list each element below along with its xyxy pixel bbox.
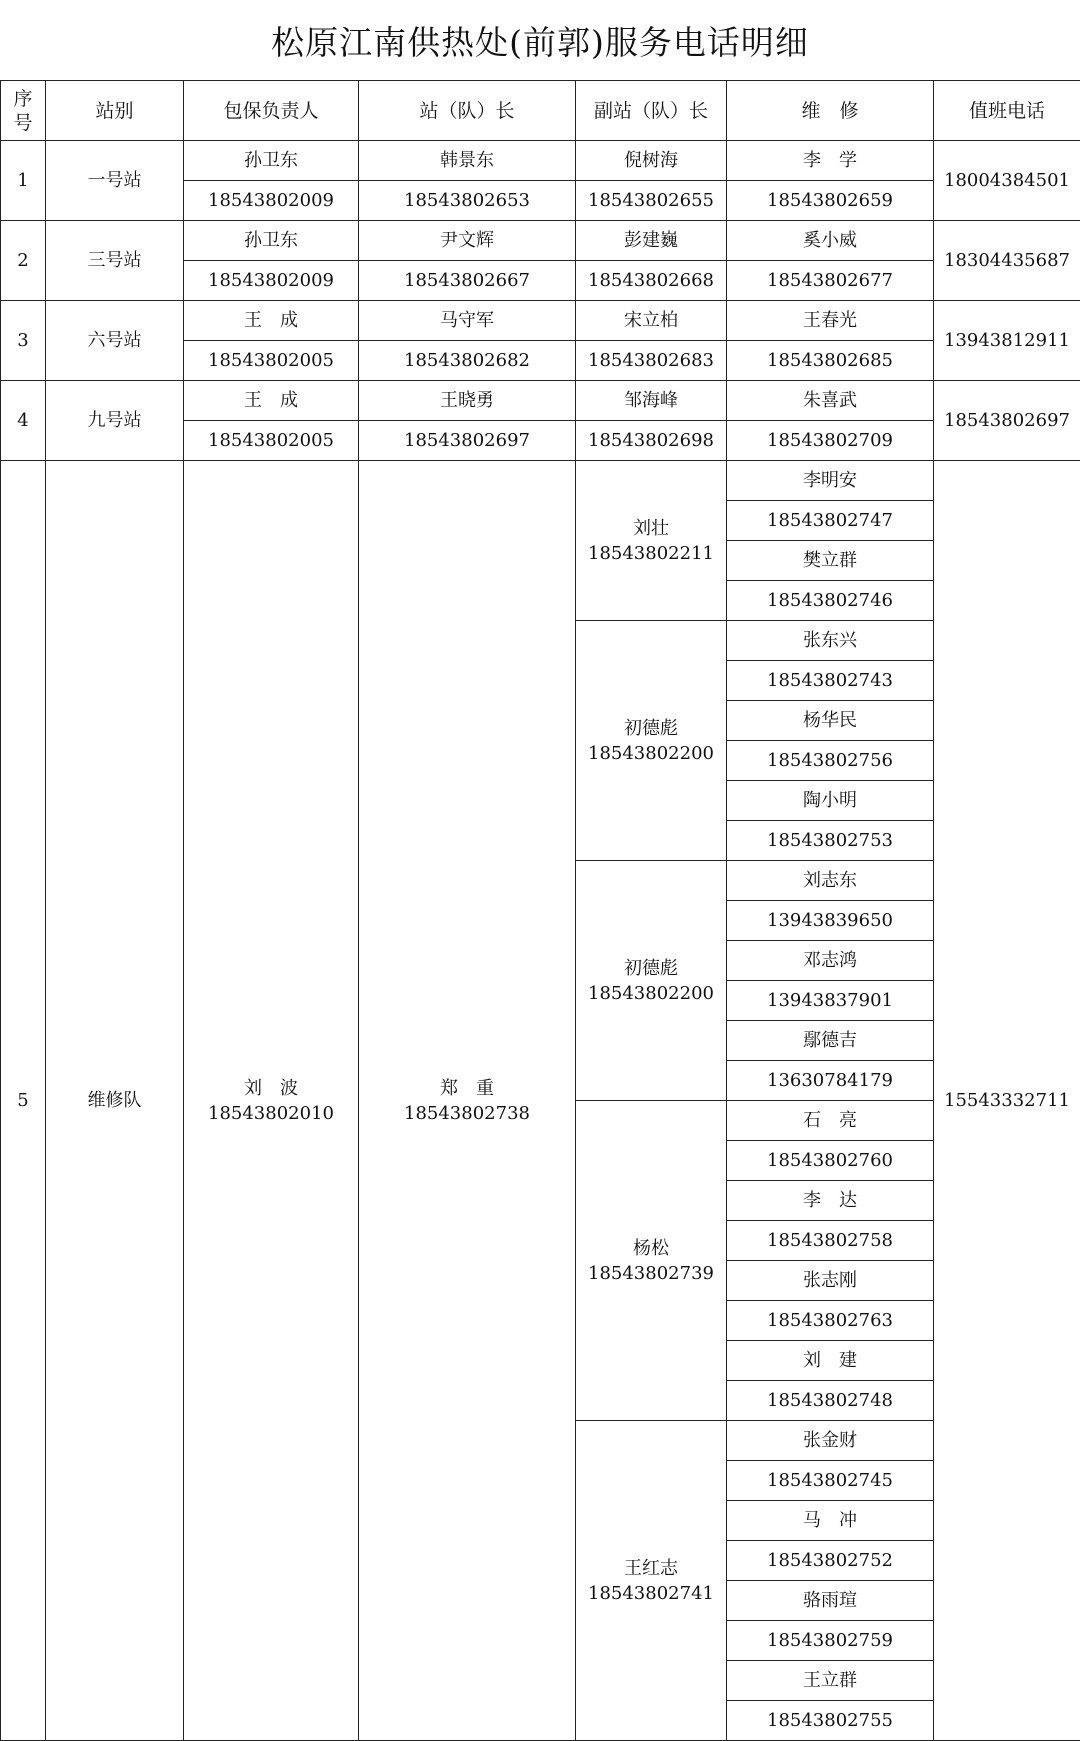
station-name: 九号站 <box>46 381 184 461</box>
repair-phone: 18543802659 <box>727 181 934 221</box>
header-duty-phone: 值班电话 <box>934 81 1080 141</box>
table-body <box>1 81 1080 1741</box>
repair-name: 石 亮 <box>727 1101 934 1141</box>
repair-name: 奚小威 <box>727 221 934 261</box>
baobao-name: 王 成 <box>184 301 359 341</box>
duty-phone: 15543332711 <box>934 461 1080 1741</box>
row-index: 2 <box>1 221 46 301</box>
baobao-contact: 刘 波 18543802010 <box>184 461 359 1741</box>
repair-phone: 18543802747 <box>727 501 934 541</box>
chief-contact: 郑 重 18543802738 <box>359 461 576 1741</box>
row-index: 4 <box>1 381 46 461</box>
chief-phone: 18543802667 <box>359 261 576 301</box>
deputy-phone: 18543802698 <box>576 421 727 461</box>
deputy-contact: 初德彪 18543802200 <box>576 621 727 861</box>
repair-name: 朱喜武 <box>727 381 934 421</box>
station-name: 维修队 <box>46 461 184 1741</box>
repair-name: 刘 建 <box>727 1341 934 1381</box>
repair-phone: 18543802760 <box>727 1141 934 1181</box>
baobao-phone: 18543802009 <box>184 261 359 301</box>
chief-phone: 18543802653 <box>359 181 576 221</box>
station-name: 六号站 <box>46 301 184 381</box>
header-baobao: 包保负责人 <box>184 81 359 141</box>
header-chief: 站（队）长 <box>359 81 576 141</box>
row-index: 3 <box>1 301 46 381</box>
repair-name: 马 冲 <box>727 1501 934 1541</box>
repair-phone: 13943837901 <box>727 981 934 1021</box>
header-deputy: 副站（队）长 <box>576 81 727 141</box>
repair-name: 邓志鸿 <box>727 941 934 981</box>
repair-name: 鄢德吉 <box>727 1021 934 1061</box>
repair-phone: 18543802746 <box>727 581 934 621</box>
repair-phone: 18543802755 <box>727 1701 934 1741</box>
baobao-name: 王 成 <box>184 381 359 421</box>
repair-name: 李 学 <box>727 141 934 181</box>
header-station: 站别 <box>46 81 184 141</box>
repair-phone: 18543802685 <box>727 341 934 381</box>
table-row <box>1 461 1080 501</box>
repair-phone: 18543802763 <box>727 1301 934 1341</box>
chief-phone: 18543802697 <box>359 421 576 461</box>
repair-phone: 18543802677 <box>727 261 934 301</box>
repair-name: 张东兴 <box>727 621 934 661</box>
station-name: 一号站 <box>46 141 184 221</box>
table-row <box>1 381 1080 421</box>
duty-phone: 18304435687 <box>934 221 1080 301</box>
deputy-name: 宋立柏 <box>576 301 727 341</box>
repair-name: 刘志东 <box>727 861 934 901</box>
repair-name: 李明安 <box>727 461 934 501</box>
row-index: 5 <box>1 461 46 1741</box>
deputy-contact: 初德彪 18543802200 <box>576 861 727 1101</box>
deputy-contact: 王红志 18543802741 <box>576 1421 727 1741</box>
repair-name: 王立群 <box>727 1661 934 1701</box>
repair-phone: 18543802709 <box>727 421 934 461</box>
table-row <box>1 301 1080 341</box>
repair-name: 张志刚 <box>727 1261 934 1301</box>
baobao-name: 孙卫东 <box>184 141 359 181</box>
deputy-phone: 18543802683 <box>576 341 727 381</box>
deputy-contact: 杨松 18543802739 <box>576 1101 727 1421</box>
repair-phone: 18543802758 <box>727 1221 934 1261</box>
deputy-name: 倪树海 <box>576 141 727 181</box>
repair-name: 骆雨瑄 <box>727 1581 934 1621</box>
repair-phone: 18543802759 <box>727 1621 934 1661</box>
header-row <box>1 81 1080 141</box>
table-row <box>1 221 1080 261</box>
phone-directory-table <box>0 80 1080 1741</box>
repair-phone: 18543802745 <box>727 1461 934 1501</box>
repair-name: 杨华民 <box>727 701 934 741</box>
chief-name: 韩景东 <box>359 141 576 181</box>
baobao-phone: 18543802009 <box>184 181 359 221</box>
repair-phone: 18543802748 <box>727 1381 934 1421</box>
deputy-contact: 刘壮 18543802211 <box>576 461 727 621</box>
station-name: 三号站 <box>46 221 184 301</box>
baobao-phone: 18543802005 <box>184 421 359 461</box>
row-index: 1 <box>1 141 46 221</box>
repair-phone: 18543802753 <box>727 821 934 861</box>
repair-phone: 18543802756 <box>727 741 934 781</box>
chief-name: 尹文辉 <box>359 221 576 261</box>
table-row <box>1 141 1080 181</box>
repair-name: 王春光 <box>727 301 934 341</box>
deputy-phone: 18543802668 <box>576 261 727 301</box>
repair-phone: 18543802743 <box>727 661 934 701</box>
header-index: 序 号 <box>1 81 46 141</box>
deputy-phone: 18543802655 <box>576 181 727 221</box>
repair-name: 张金财 <box>727 1421 934 1461</box>
deputy-name: 彭建巍 <box>576 221 727 261</box>
chief-name: 马守军 <box>359 301 576 341</box>
duty-phone: 18543802697 <box>934 381 1080 461</box>
repair-phone: 18543802752 <box>727 1541 934 1581</box>
baobao-name: 孙卫东 <box>184 221 359 261</box>
page-title: 松原江南供热处(前郭)服务电话明细 <box>271 22 809 62</box>
baobao-phone: 18543802005 <box>184 341 359 381</box>
chief-phone: 18543802682 <box>359 341 576 381</box>
repair-phone: 13943839650 <box>727 901 934 941</box>
duty-phone: 13943812911 <box>934 301 1080 381</box>
chief-name: 王晓勇 <box>359 381 576 421</box>
duty-phone: 18004384501 <box>934 141 1080 221</box>
repair-name: 樊立群 <box>727 541 934 581</box>
deputy-name: 邹海峰 <box>576 381 727 421</box>
repair-name: 陶小明 <box>727 781 934 821</box>
header-repair: 维 修 <box>727 81 934 141</box>
repair-phone: 13630784179 <box>727 1061 934 1101</box>
repair-name: 李 达 <box>727 1181 934 1221</box>
